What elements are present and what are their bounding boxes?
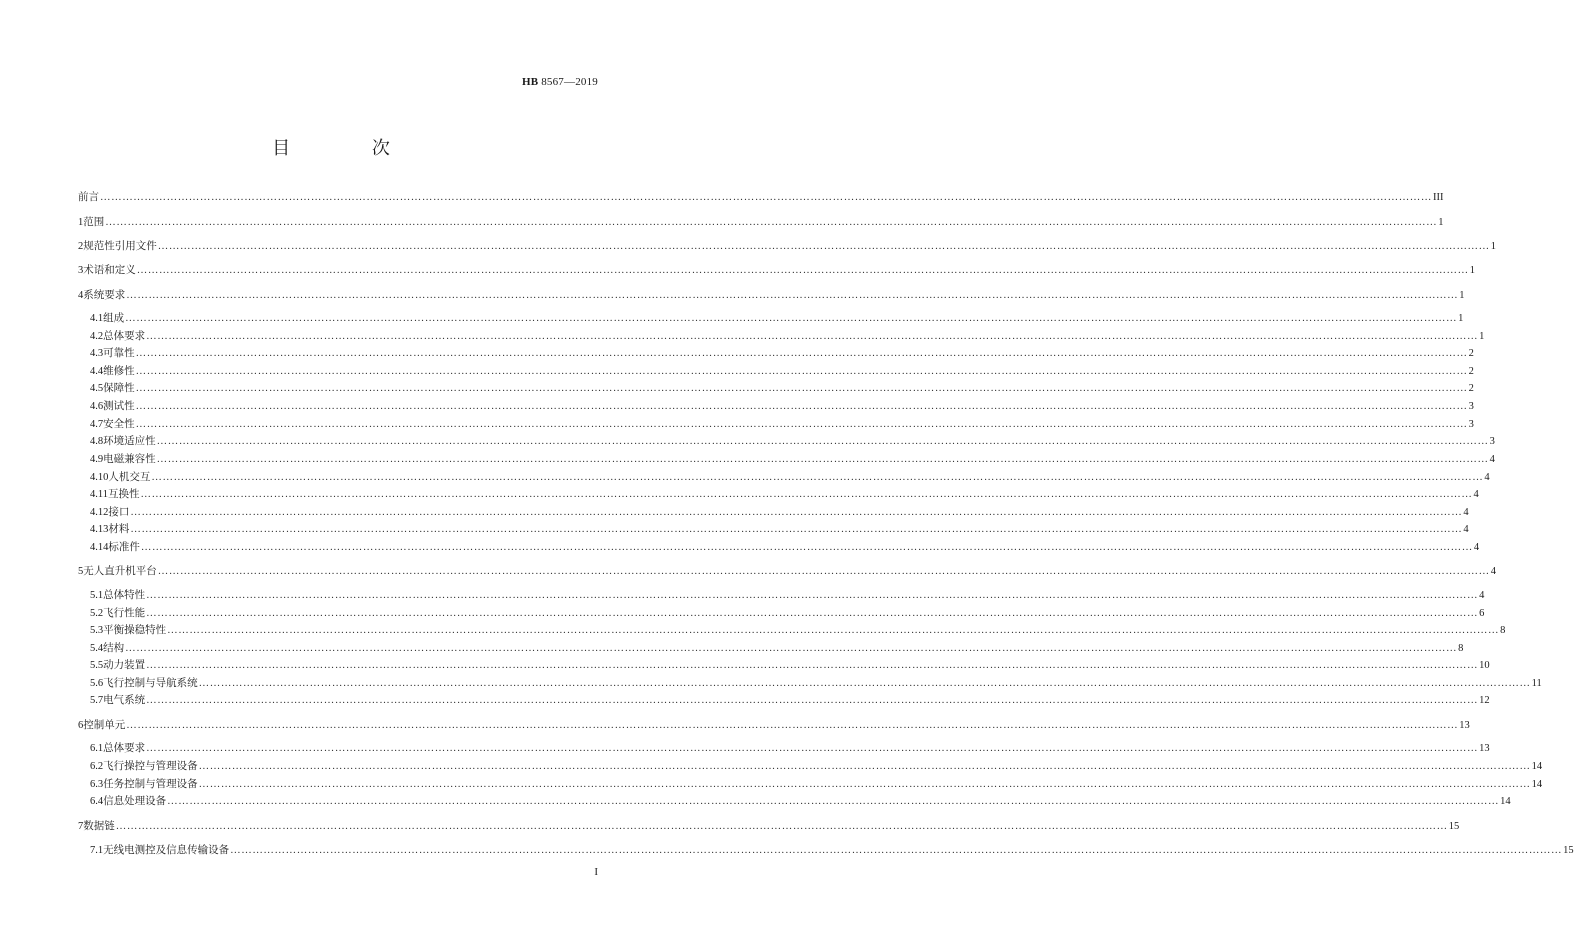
toc-entry-page: 3	[1468, 419, 1474, 430]
toc-entry-title: 控制单元	[83, 719, 126, 731]
toc-entry-page: 4	[1490, 566, 1496, 577]
toc-entry-number: 4.1	[90, 313, 104, 324]
toc-entry-page: 4	[1484, 472, 1490, 483]
toc-entry-number: 5.7	[90, 695, 104, 706]
toc-entry-title: 系统要求	[83, 289, 126, 301]
toc-entry	[78, 564, 1496, 578]
toc-entry-number: 4.6	[90, 401, 104, 412]
toc-dot-leader: ………………………………………………………………………………………………………………………………………………………………………………………………………………………………………………………………………………………………………………………………	[146, 695, 1479, 706]
toc-entry-page: 15	[1563, 845, 1574, 856]
toc-entry-title: 可靠性	[103, 347, 135, 359]
toc-dot-leader: ………………………………………………………………………………………………………………………………………………………………………………………………………………………………………………………………………………………………………………………………	[157, 241, 1490, 252]
toc-entry	[90, 843, 1574, 857]
toc-entry-title: 动力装置	[103, 659, 146, 671]
toc-entry-number: 4.10	[90, 472, 109, 483]
toc-entry	[90, 487, 1479, 501]
toc-entry-title: 总体特性	[103, 589, 146, 601]
toc-entry	[90, 623, 1506, 637]
toc-entry-page: 11	[1531, 678, 1542, 689]
toc-entry-number: 4.9	[90, 454, 104, 465]
toc-entry-page: 2	[1468, 348, 1474, 359]
toc-entry-title: 保障性	[103, 382, 135, 394]
page-number: I	[594, 866, 598, 878]
toc-entry-title: 维修性	[103, 365, 135, 377]
toc-entry-title: 飞行性能	[103, 607, 146, 619]
toc-entry	[90, 588, 1485, 602]
toc-entry	[90, 346, 1474, 360]
toc-dot-leader: ………………………………………………………………………………………………………………………………………………………………………………………………………………………………………………………………………………………………………………………………	[125, 643, 1458, 654]
toc-entry	[90, 505, 1469, 519]
toc-entry-page: 4	[1479, 590, 1485, 601]
toc-dot-leader: ………………………………………………………………………………………………………………………………………………………………………………………………………………………………………………………………………………………………………………………………	[135, 419, 1468, 430]
toc-entry-title: 安全性	[103, 418, 135, 430]
toc-entry-number: 4.2	[90, 331, 104, 342]
toc-entry-title: 测试性	[103, 400, 135, 412]
toc-dot-leader: ………………………………………………………………………………………………………………………………………………………………………………………………………………………………………………………………………………………………………………………………	[146, 608, 1479, 619]
toc-dot-leader: ………………………………………………………………………………………………………………………………………………………………………………………………………………………………………………………………………………………………………………………………	[135, 383, 1468, 394]
toc-dot-leader: ………………………………………………………………………………………………………………………………………………………………………………………………………………………………………………………………………………………………………………………………	[230, 845, 1563, 856]
toc-entry-number: 4.5	[90, 383, 104, 394]
toc-entry	[90, 364, 1474, 378]
toc-dot-leader: ………………………………………………………………………………………………………………………………………………………………………………………………………………………………………………………………………………………………………………………………	[130, 507, 1463, 518]
toc-entry-page: 13	[1459, 720, 1470, 731]
toc-dot-leader: ………………………………………………………………………………………………………………………………………………………………………………………………………………………………………………………………………………………………………………………………	[156, 436, 1489, 447]
toc-entry-number: 5	[78, 566, 84, 577]
toc-entry-number: 6.4	[90, 796, 104, 807]
toc-dot-leader: ………………………………………………………………………………………………………………………………………………………………………………………………………………………………………………………………………………………………………………………………	[146, 660, 1479, 671]
toc-entry-title: 电磁兼容性	[103, 453, 156, 465]
toc-entry-page: 4	[1473, 542, 1480, 553]
toc-dot-leader: ………………………………………………………………………………………………………………………………………………………………………………………………………………………………………………………………………………………………………………………………	[136, 265, 1469, 276]
toc-entry-page: 2	[1468, 366, 1474, 377]
toc-entry-page: 14	[1500, 796, 1511, 807]
toc-entry-title: 标准件	[108, 541, 140, 553]
toc-entry-number: 4.14	[90, 542, 109, 553]
toc-entry-title: 结构	[103, 642, 125, 654]
toc-entry-number: 6.1	[90, 743, 104, 754]
toc-entry-page: 4	[1463, 507, 1469, 518]
toc-entry-number: 5.2	[90, 608, 104, 619]
toc-entry	[90, 759, 1543, 773]
toc-entry	[90, 452, 1495, 466]
toc-entry-title: 无线电测控及信息传输设备	[103, 844, 230, 856]
toc-entry	[90, 399, 1474, 413]
toc-entry-number: 6.3	[90, 779, 104, 790]
toc-entry-title: 互换性	[108, 488, 140, 500]
toc-entry-page: 4	[1473, 489, 1479, 500]
toc-entry	[90, 417, 1474, 431]
toc-entry-number: 5.6	[90, 678, 104, 689]
toc-entry-number: 4.12	[90, 507, 109, 518]
toc-entry-page: 1	[1459, 290, 1465, 301]
toc-dot-leader: ………………………………………………………………………………………………………………………………………………………………………………………………………………………………………………………………………………………………………………………………	[135, 366, 1468, 377]
toc-dot-leader: ………………………………………………………………………………………………………………………………………………………………………………………………………………………………………………………………………………………………………………………………	[126, 720, 1459, 731]
toc-entry-title: 前言	[78, 191, 99, 203]
toc-entry-page: 4	[1489, 454, 1495, 465]
toc-dot-leader: ………………………………………………………………………………………………………………………………………………………………………………………………………………………………………………………………………………………………………………………………	[126, 290, 1459, 301]
toc-dot-leader: ………………………………………………………………………………………………………………………………………………………………………………………………………………………………………………………………………………………………………………………………	[156, 454, 1489, 465]
toc-dot-leader: ………………………………………………………………………………………………………………………………………………………………………………………………………………………………………………………………………………………………………………………………	[135, 348, 1468, 359]
toc-entry-page: 1	[1479, 331, 1485, 342]
toc-entry-page: 15	[1448, 821, 1460, 832]
toc-entry-page: 14	[1531, 761, 1543, 772]
toc-entry-number: 7	[78, 821, 84, 832]
toc-entry-page: 3	[1468, 401, 1474, 412]
toc-dot-leader: ………………………………………………………………………………………………………………………………………………………………………………………………………………………………………………………………………………………………………………………………	[125, 313, 1458, 324]
toc-entry	[90, 658, 1490, 672]
toc-entry	[90, 434, 1495, 448]
toc-entry-page: 8	[1458, 643, 1464, 654]
standard-number: 8567—2019	[538, 76, 598, 88]
toc-entry-number: 1	[78, 217, 84, 228]
toc-entry-title: 无人直升机平台	[83, 565, 157, 577]
toc-entry-number: 4.3	[90, 348, 104, 359]
toc-entry-page: 3	[1489, 436, 1495, 447]
toc-entry	[90, 540, 1480, 554]
toc-entry-title: 规范性引用文件	[83, 240, 157, 252]
toc-entry-title: 总体要求	[103, 330, 146, 342]
toc-entry-page: 1	[1438, 217, 1444, 228]
toc-entry	[78, 190, 1444, 204]
toc-entry	[90, 777, 1543, 791]
standard-code	[522, 76, 598, 88]
toc-dot-leader: ………………………………………………………………………………………………………………………………………………………………………………………………………………………………………………………………………………………………………………………………	[198, 678, 1531, 689]
toc-entry	[78, 819, 1460, 833]
toc-dot-leader: ………………………………………………………………………………………………………………………………………………………………………………………………………………………………………………………………………………………………………………………………	[151, 472, 1484, 483]
toc-entry-title: 飞行操控与管理设备	[103, 760, 198, 772]
toc-entry-page: 10	[1479, 660, 1490, 671]
toc-entry-number: 2	[78, 241, 84, 252]
toc-entry-number: 4.7	[90, 419, 104, 430]
toc-entry-number: 5.3	[90, 625, 104, 636]
toc-dot-leader: ………………………………………………………………………………………………………………………………………………………………………………………………………………………………………………………………………………………………………………………………	[115, 821, 1448, 832]
toc-entry-number: 5.4	[90, 643, 104, 654]
toc-entry-number: 3	[78, 265, 84, 276]
toc-entry-page: 14	[1531, 779, 1543, 790]
toc-entry-number: 4.8	[90, 436, 104, 447]
toc-entry-title: 平衡操稳特性	[103, 624, 167, 636]
toc-entry	[78, 215, 1444, 229]
toc-entry-page: 6	[1479, 608, 1485, 619]
toc-entry-number: 4.11	[90, 489, 108, 500]
toc-entry-page: 12	[1479, 695, 1490, 706]
toc-entry-page: 8	[1500, 625, 1506, 636]
toc-entry-title: 总体要求	[103, 742, 146, 754]
page-title: 目 次	[272, 138, 428, 159]
toc-dot-leader: ………………………………………………………………………………………………………………………………………………………………………………………………………………………………………………………………………………………………………………………………	[135, 401, 1468, 412]
toc-dot-leader: ………………………………………………………………………………………………………………………………………………………………………………………………………………………………………………………………………………………………………………………………	[146, 590, 1479, 601]
toc-entry-page: III	[1433, 192, 1444, 203]
toc-entry-title: 术语和定义	[83, 264, 136, 276]
toc-dot-leader: ………………………………………………………………………………………………………………………………………………………………………………………………………………………………………………………………………………………………………………………………	[167, 625, 1500, 636]
toc-entry-page: 1	[1490, 241, 1496, 252]
toc-entry-title: 飞行控制与导航系统	[103, 677, 198, 689]
toc-entry-title: 人机交互	[108, 471, 151, 483]
toc-dot-leader: ………………………………………………………………………………………………………………………………………………………………………………………………………………………………………………………………………………………………………………………………	[146, 743, 1479, 754]
toc-entry-number: 5.1	[90, 590, 104, 601]
toc-dot-leader: ………………………………………………………………………………………………………………………………………………………………………………………………………………………………………………………………………………………………………………………………	[146, 331, 1479, 342]
toc-entry-number: 7.1	[90, 845, 104, 856]
toc-entry	[78, 239, 1496, 253]
toc-entry	[78, 288, 1465, 302]
toc-entry-number: 4	[78, 290, 84, 301]
toc-dot-leader: ………………………………………………………………………………………………………………………………………………………………………………………………………………………………………………………………………………………………………………………………	[198, 761, 1531, 772]
toc-entry	[90, 641, 1464, 655]
toc-entry-number: 4.13	[90, 524, 109, 535]
toc-entry	[78, 718, 1470, 732]
toc-entry	[90, 311, 1464, 325]
toc-entry-title: 材料	[108, 523, 130, 535]
toc-entry	[90, 470, 1490, 484]
toc-dot-leader: ………………………………………………………………………………………………………………………………………………………………………………………………………………………………………………………………………………………………………………………………	[140, 489, 1473, 500]
toc-entry	[90, 693, 1490, 707]
toc-entry-title: 接口	[108, 506, 130, 518]
toc-entry-page: 1	[1458, 313, 1464, 324]
toc-entry-page: 2	[1468, 383, 1474, 394]
toc-entry	[90, 329, 1485, 343]
toc-dot-leader: ………………………………………………………………………………………………………………………………………………………………………………………………………………………………………………………………………………………………………………………………	[140, 542, 1473, 553]
toc-dot-leader: ………………………………………………………………………………………………………………………………………………………………………………………………………………………………………………………………………………………………………………………………	[198, 779, 1531, 790]
toc-entry	[90, 676, 1542, 690]
toc-dot-leader: ………………………………………………………………………………………………………………………………………………………………………………………………………………………………………………………………………………………………………………………………	[157, 566, 1490, 577]
toc-entry-title: 任务控制与管理设备	[103, 778, 198, 790]
toc-entry-title: 环境适应性	[103, 435, 156, 447]
toc-entry-title: 电气系统	[103, 694, 146, 706]
toc-entry-number: 6.2	[90, 761, 104, 772]
toc-dot-leader: ………………………………………………………………………………………………………………………………………………………………………………………………………………………………………………………………………………………………………………………………	[105, 217, 1438, 228]
toc-entry-page: 4	[1463, 524, 1469, 535]
toc-entry-title: 范围	[83, 216, 105, 228]
toc-entry	[78, 263, 1475, 277]
toc-entry	[90, 606, 1485, 620]
toc-entry	[90, 794, 1511, 808]
toc-entry	[90, 381, 1474, 395]
standard-prefix: HB	[521, 76, 539, 88]
toc-entry-number: 6	[78, 720, 84, 731]
toc-entry-title: 组成	[103, 312, 125, 324]
toc-dot-leader: ………………………………………………………………………………………………………………………………………………………………………………………………………………………………………………………………………………………………………………………………	[167, 796, 1500, 807]
toc-entry-title: 信息处理设备	[103, 795, 167, 807]
toc-entry	[90, 522, 1469, 536]
toc-entry-number: 5.5	[90, 660, 104, 671]
toc-entry-title: 数据链	[83, 820, 115, 832]
toc-dot-leader: ………………………………………………………………………………………………………………………………………………………………………………………………………………………………………………………………………………………………………………………………	[100, 192, 1432, 203]
toc-entry-page: 13	[1479, 743, 1490, 754]
toc-entry-number: 4.4	[90, 366, 104, 377]
toc-entry-page: 1	[1469, 265, 1475, 276]
toc-entry	[90, 741, 1490, 755]
toc-dot-leader: ………………………………………………………………………………………………………………………………………………………………………………………………………………………………………………………………………………………………………………………………	[130, 524, 1463, 535]
